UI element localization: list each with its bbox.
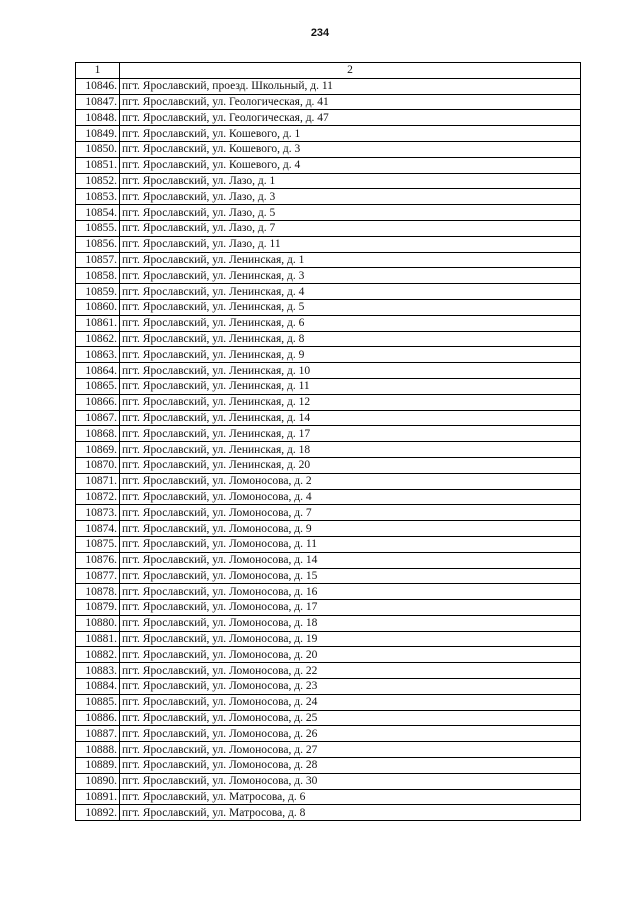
table-row	[76, 584, 581, 600]
row-number: 10885.	[76, 694, 120, 710]
row-address: пгт. Ярославский, ул. Лазо, д. 7	[120, 220, 581, 236]
row-number: 10868.	[76, 426, 120, 442]
row-number: 10874.	[76, 521, 120, 537]
header-row	[76, 63, 581, 79]
row-number: 10851.	[76, 157, 120, 173]
row-number: 10887.	[76, 726, 120, 742]
table-row	[76, 789, 581, 805]
row-address: пгт. Ярославский, ул. Ломоносова, д. 4	[120, 489, 581, 505]
table-row	[76, 315, 581, 331]
table-row	[76, 631, 581, 647]
row-number: 10883.	[76, 663, 120, 679]
row-address: пгт. Ярославский, ул. Ломоносова, д. 22	[120, 663, 581, 679]
table-row	[76, 331, 581, 347]
table-row	[76, 268, 581, 284]
row-address: пгт. Ярославский, ул. Лазо, д. 5	[120, 205, 581, 221]
page-number: 234	[310, 27, 330, 39]
table-row	[76, 205, 581, 221]
row-number: 10884.	[76, 679, 120, 695]
row-number: 10889.	[76, 758, 120, 774]
row-address: пгт. Ярославский, ул. Ломоносова, д. 9	[120, 521, 581, 537]
row-address: пгт. Ярославский, ул. Матросова, д. 6	[120, 789, 581, 805]
row-address: пгт. Ярославский, проезд. Школьный, д. 11	[120, 78, 581, 94]
row-address: пгт. Ярославский, ул. Ленинская, д. 10	[120, 363, 581, 379]
row-address: пгт. Ярославский, ул. Матросова, д. 8	[120, 805, 581, 821]
row-address: пгт. Ярославский, ул. Ленинская, д. 14	[120, 410, 581, 426]
table-row	[76, 157, 581, 173]
row-address: пгт. Ярославский, ул. Ленинская, д. 12	[120, 394, 581, 410]
row-number: 10849.	[76, 126, 120, 142]
header-col-number: 1	[76, 63, 120, 79]
address-table	[75, 62, 581, 821]
table-row	[76, 457, 581, 473]
table-row	[76, 742, 581, 758]
row-address: пгт. Ярославский, ул. Ленинская, д. 9	[120, 347, 581, 363]
row-address: пгт. Ярославский, ул. Лазо, д. 3	[120, 189, 581, 205]
row-address: пгт. Ярославский, ул. Ломоносова, д. 15	[120, 568, 581, 584]
table-row	[76, 141, 581, 157]
row-number: 10850.	[76, 141, 120, 157]
row-number: 10861.	[76, 315, 120, 331]
row-number: 10879.	[76, 600, 120, 616]
table-row	[76, 536, 581, 552]
table-row	[76, 663, 581, 679]
table-row	[76, 394, 581, 410]
table-row	[76, 363, 581, 379]
table-row	[76, 568, 581, 584]
table-row	[76, 600, 581, 616]
row-number: 10866.	[76, 394, 120, 410]
row-address: пгт. Ярославский, ул. Кошевого, д. 1	[120, 126, 581, 142]
row-address: пгт. Ярославский, ул. Ленинская, д. 1	[120, 252, 581, 268]
table-row	[76, 805, 581, 821]
row-number: 10886.	[76, 710, 120, 726]
table-row	[76, 521, 581, 537]
table-row	[76, 505, 581, 521]
row-number: 10848.	[76, 110, 120, 126]
row-address: пгт. Ярославский, ул. Ленинская, д. 4	[120, 284, 581, 300]
table-row	[76, 252, 581, 268]
table-row	[76, 647, 581, 663]
row-number: 10878.	[76, 584, 120, 600]
row-number: 10881.	[76, 631, 120, 647]
row-address: пгт. Ярославский, ул. Ломоносова, д. 30	[120, 773, 581, 789]
row-number: 10873.	[76, 505, 120, 521]
row-address: пгт. Ярославский, ул. Ломоносова, д. 11	[120, 536, 581, 552]
row-number: 10846.	[76, 78, 120, 94]
table-row	[76, 236, 581, 252]
table-row	[76, 726, 581, 742]
row-address: пгт. Ярославский, ул. Ломоносова, д. 27	[120, 742, 581, 758]
header-col-address: 2	[120, 63, 581, 79]
table-row	[76, 189, 581, 205]
row-address: пгт. Ярославский, ул. Ломоносова, д. 17	[120, 600, 581, 616]
row-address: пгт. Ярославский, ул. Ломоносова, д. 20	[120, 647, 581, 663]
table-row	[76, 473, 581, 489]
table-row	[76, 758, 581, 774]
row-address: пгт. Ярославский, ул. Ленинская, д. 8	[120, 331, 581, 347]
table-header	[76, 63, 581, 79]
row-address: пгт. Ярославский, ул. Кошевого, д. 3	[120, 141, 581, 157]
table-row	[76, 173, 581, 189]
row-number: 10865.	[76, 378, 120, 394]
table-row	[76, 710, 581, 726]
table-row	[76, 78, 581, 94]
row-address: пгт. Ярославский, ул. Ленинская, д. 5	[120, 299, 581, 315]
row-number: 10853.	[76, 189, 120, 205]
row-address: пгт. Ярославский, ул. Ломоносова, д. 26	[120, 726, 581, 742]
table-row	[76, 615, 581, 631]
row-number: 10867.	[76, 410, 120, 426]
row-address: пгт. Ярославский, ул. Ломоносова, д. 24	[120, 694, 581, 710]
row-number: 10855.	[76, 220, 120, 236]
row-address: пгт. Ярославский, ул. Ломоносова, д. 16	[120, 584, 581, 600]
table-row	[76, 378, 581, 394]
row-number: 10890.	[76, 773, 120, 789]
table-row	[76, 347, 581, 363]
row-address: пгт. Ярославский, ул. Ломоносова, д. 2	[120, 473, 581, 489]
row-address: пгт. Ярославский, ул. Лазо, д. 11	[120, 236, 581, 252]
row-number: 10862.	[76, 331, 120, 347]
table-row	[76, 110, 581, 126]
table-row	[76, 694, 581, 710]
row-address: пгт. Ярославский, ул. Ленинская, д. 6	[120, 315, 581, 331]
table-row	[76, 126, 581, 142]
row-number: 10880.	[76, 615, 120, 631]
row-address: пгт. Ярославский, ул. Ленинская, д. 17	[120, 426, 581, 442]
table-row	[76, 220, 581, 236]
table-body	[76, 78, 581, 820]
row-address: пгт. Ярославский, ул. Ломоносова, д. 28	[120, 758, 581, 774]
row-number: 10864.	[76, 363, 120, 379]
row-address: пгт. Ярославский, ул. Ломоносова, д. 23	[120, 679, 581, 695]
table-row	[76, 299, 581, 315]
row-address: пгт. Ярославский, ул. Ломоносова, д. 14	[120, 552, 581, 568]
row-number: 10870.	[76, 457, 120, 473]
row-address: пгт. Ярославский, ул. Ломоносова, д. 7	[120, 505, 581, 521]
row-number: 10857.	[76, 252, 120, 268]
row-number: 10856.	[76, 236, 120, 252]
row-number: 10875.	[76, 536, 120, 552]
table-row	[76, 679, 581, 695]
table-row	[76, 410, 581, 426]
table-row	[76, 489, 581, 505]
row-number: 10872.	[76, 489, 120, 505]
row-address: пгт. Ярославский, ул. Ломоносова, д. 19	[120, 631, 581, 647]
row-number: 10882.	[76, 647, 120, 663]
row-address: пгт. Ярославский, ул. Ломоносова, д. 25	[120, 710, 581, 726]
row-address: пгт. Ярославский, ул. Ломоносова, д. 18	[120, 615, 581, 631]
row-address: пгт. Ярославский, ул. Ленинская, д. 11	[120, 378, 581, 394]
row-address: пгт. Ярославский, ул. Кошевого, д. 4	[120, 157, 581, 173]
row-address: пгт. Ярославский, ул. Геологическая, д. 47	[120, 110, 581, 126]
table-row	[76, 94, 581, 110]
row-address: пгт. Ярославский, ул. Ленинская, д. 18	[120, 442, 581, 458]
row-number: 10877.	[76, 568, 120, 584]
table-row	[76, 773, 581, 789]
row-number: 10858.	[76, 268, 120, 284]
row-number: 10869.	[76, 442, 120, 458]
row-number: 10876.	[76, 552, 120, 568]
row-number: 10888.	[76, 742, 120, 758]
row-number: 10863.	[76, 347, 120, 363]
table-row	[76, 426, 581, 442]
row-number: 10854.	[76, 205, 120, 221]
table-row	[76, 284, 581, 300]
row-address: пгт. Ярославский, ул. Лазо, д. 1	[120, 173, 581, 189]
row-address: пгт. Ярославский, ул. Ленинская, д. 20	[120, 457, 581, 473]
table-row	[76, 442, 581, 458]
row-number: 10892.	[76, 805, 120, 821]
table-row	[76, 552, 581, 568]
row-number: 10860.	[76, 299, 120, 315]
row-number: 10852.	[76, 173, 120, 189]
row-address: пгт. Ярославский, ул. Геологическая, д. 41	[120, 94, 581, 110]
row-address: пгт. Ярославский, ул. Ленинская, д. 3	[120, 268, 581, 284]
row-number: 10859.	[76, 284, 120, 300]
row-number: 10847.	[76, 94, 120, 110]
row-number: 10871.	[76, 473, 120, 489]
row-number: 10891.	[76, 789, 120, 805]
